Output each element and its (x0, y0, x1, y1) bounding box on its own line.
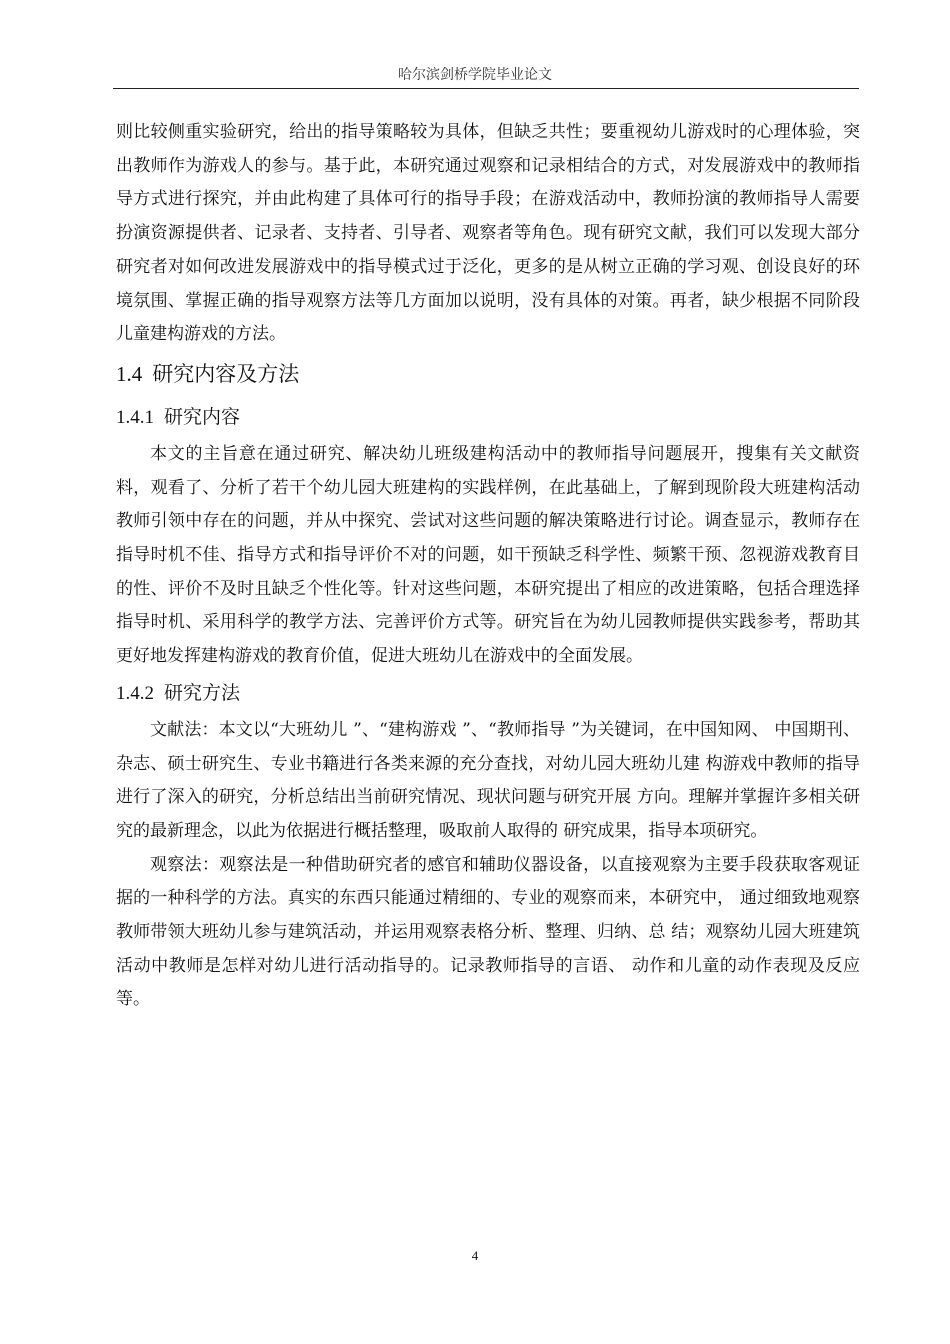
literature-method-paragraph: 文献法：本文以“大班幼儿 ”、“建构游戏 ”、“教师指导 ”为关键词，在中国知网、 中国期刊、杂志、硕士研究生、专业书籍进行各类来源的充分查找，对幼儿园大班幼儿建 构游戏中教师的指导进行了深入的研究，分析总结出当前研究情况、现状问题与研究开展 方向。理解并掌握许多相关研究的最新理念，以此为依据进行概括整理，吸取前人取得的 研究成果，指导本项研究。 (116, 719, 860, 841)
subsection-heading-1-4-2 (116, 674, 860, 714)
body-content (116, 116, 860, 1017)
running-header: 哈尔滨剑桥学院毕业论文 (398, 67, 552, 83)
section-heading-1-4 (116, 356, 860, 392)
subsection-title: 研究方法 (164, 682, 241, 704)
intro-paragraph: 则比较侧重实验研究，给出的指导策略较为具体，但缺乏共性；要重视幼儿游戏时的心理体验，突出教师作为游戏人的参与。基于此，本研究通过观察和记录相结合的方式，对发展游戏中的教师指导方式进行探究，并由此构建了具体可行的指导手段；在游戏活动中，教师扮演的教师指导人需要扮演资源提供者、记录者、支持者、引导者、观察者等角色。现有研究文献，我们可以发现大部分研究者对如何改进发展游戏中的指导模式过于泛化，更多的是从树立正确的学习观、创设良好的环境氛围、掌握正确的指导观察方法等几方面加以说明，没有具体的对策。再者，缺少根据不同阶段儿童建构游戏的方法。 (116, 122, 860, 345)
subsection-heading-1-4-1 (116, 398, 860, 438)
subsection-number: 1.4.2 (116, 682, 154, 704)
subsection-title: 研究内容 (164, 406, 241, 428)
page-number: 4 (471, 1248, 479, 1263)
section-title: 研究内容及方法 (152, 361, 300, 386)
observation-method-paragraph: 观察法：观察法是一种借助研究者的感官和辅助仪器设备，以直接观察为主要手段获取客观证据的一种科学的方法。真实的东西只能通过精细的、专业的观察而来，本研究中， 通过细致地观察教师带领大班幼儿参与建筑活动，并运用观察表格分析、整理、归纳、总 结；观察幼儿园大班建筑活动中教师是怎样对幼儿进行活动指导的。记录教师指导的言语、 动作和儿童的动作表现及反应等。 (116, 854, 860, 1010)
subsection-number: 1.4.1 (116, 406, 154, 428)
section-number: 1.4 (116, 361, 143, 386)
header-divider (113, 88, 859, 89)
research-content-paragraph: 本文的主旨意在通过研究、解决幼儿班级建构活动中的教师指导问题展开，搜集有关文献资料，观看了、分析了若干个幼儿园大班建构的实践样例，在此基础上，了解到现阶段大班建构活动教师引领中存在的问题，并从中探究、尝试对这些问题的解决策略进行讨论。调查显示，教师存在指导时机不佳、指导方式和指导评价不对的问题，如干预缺乏科学性、频繁干预、忽视游戏教育目的性、评价不及时且缺乏个性化等。针对这些问题，本研究提出了相应的改进策略，包括合理选择指导时机、采用科学的教学方法、完善评价方式等。研究旨在为幼儿园教师提供实践参考，帮助其更好地发挥建构游戏的教育价值，促进大班幼儿在游戏中的全面发展。 (116, 443, 860, 667)
